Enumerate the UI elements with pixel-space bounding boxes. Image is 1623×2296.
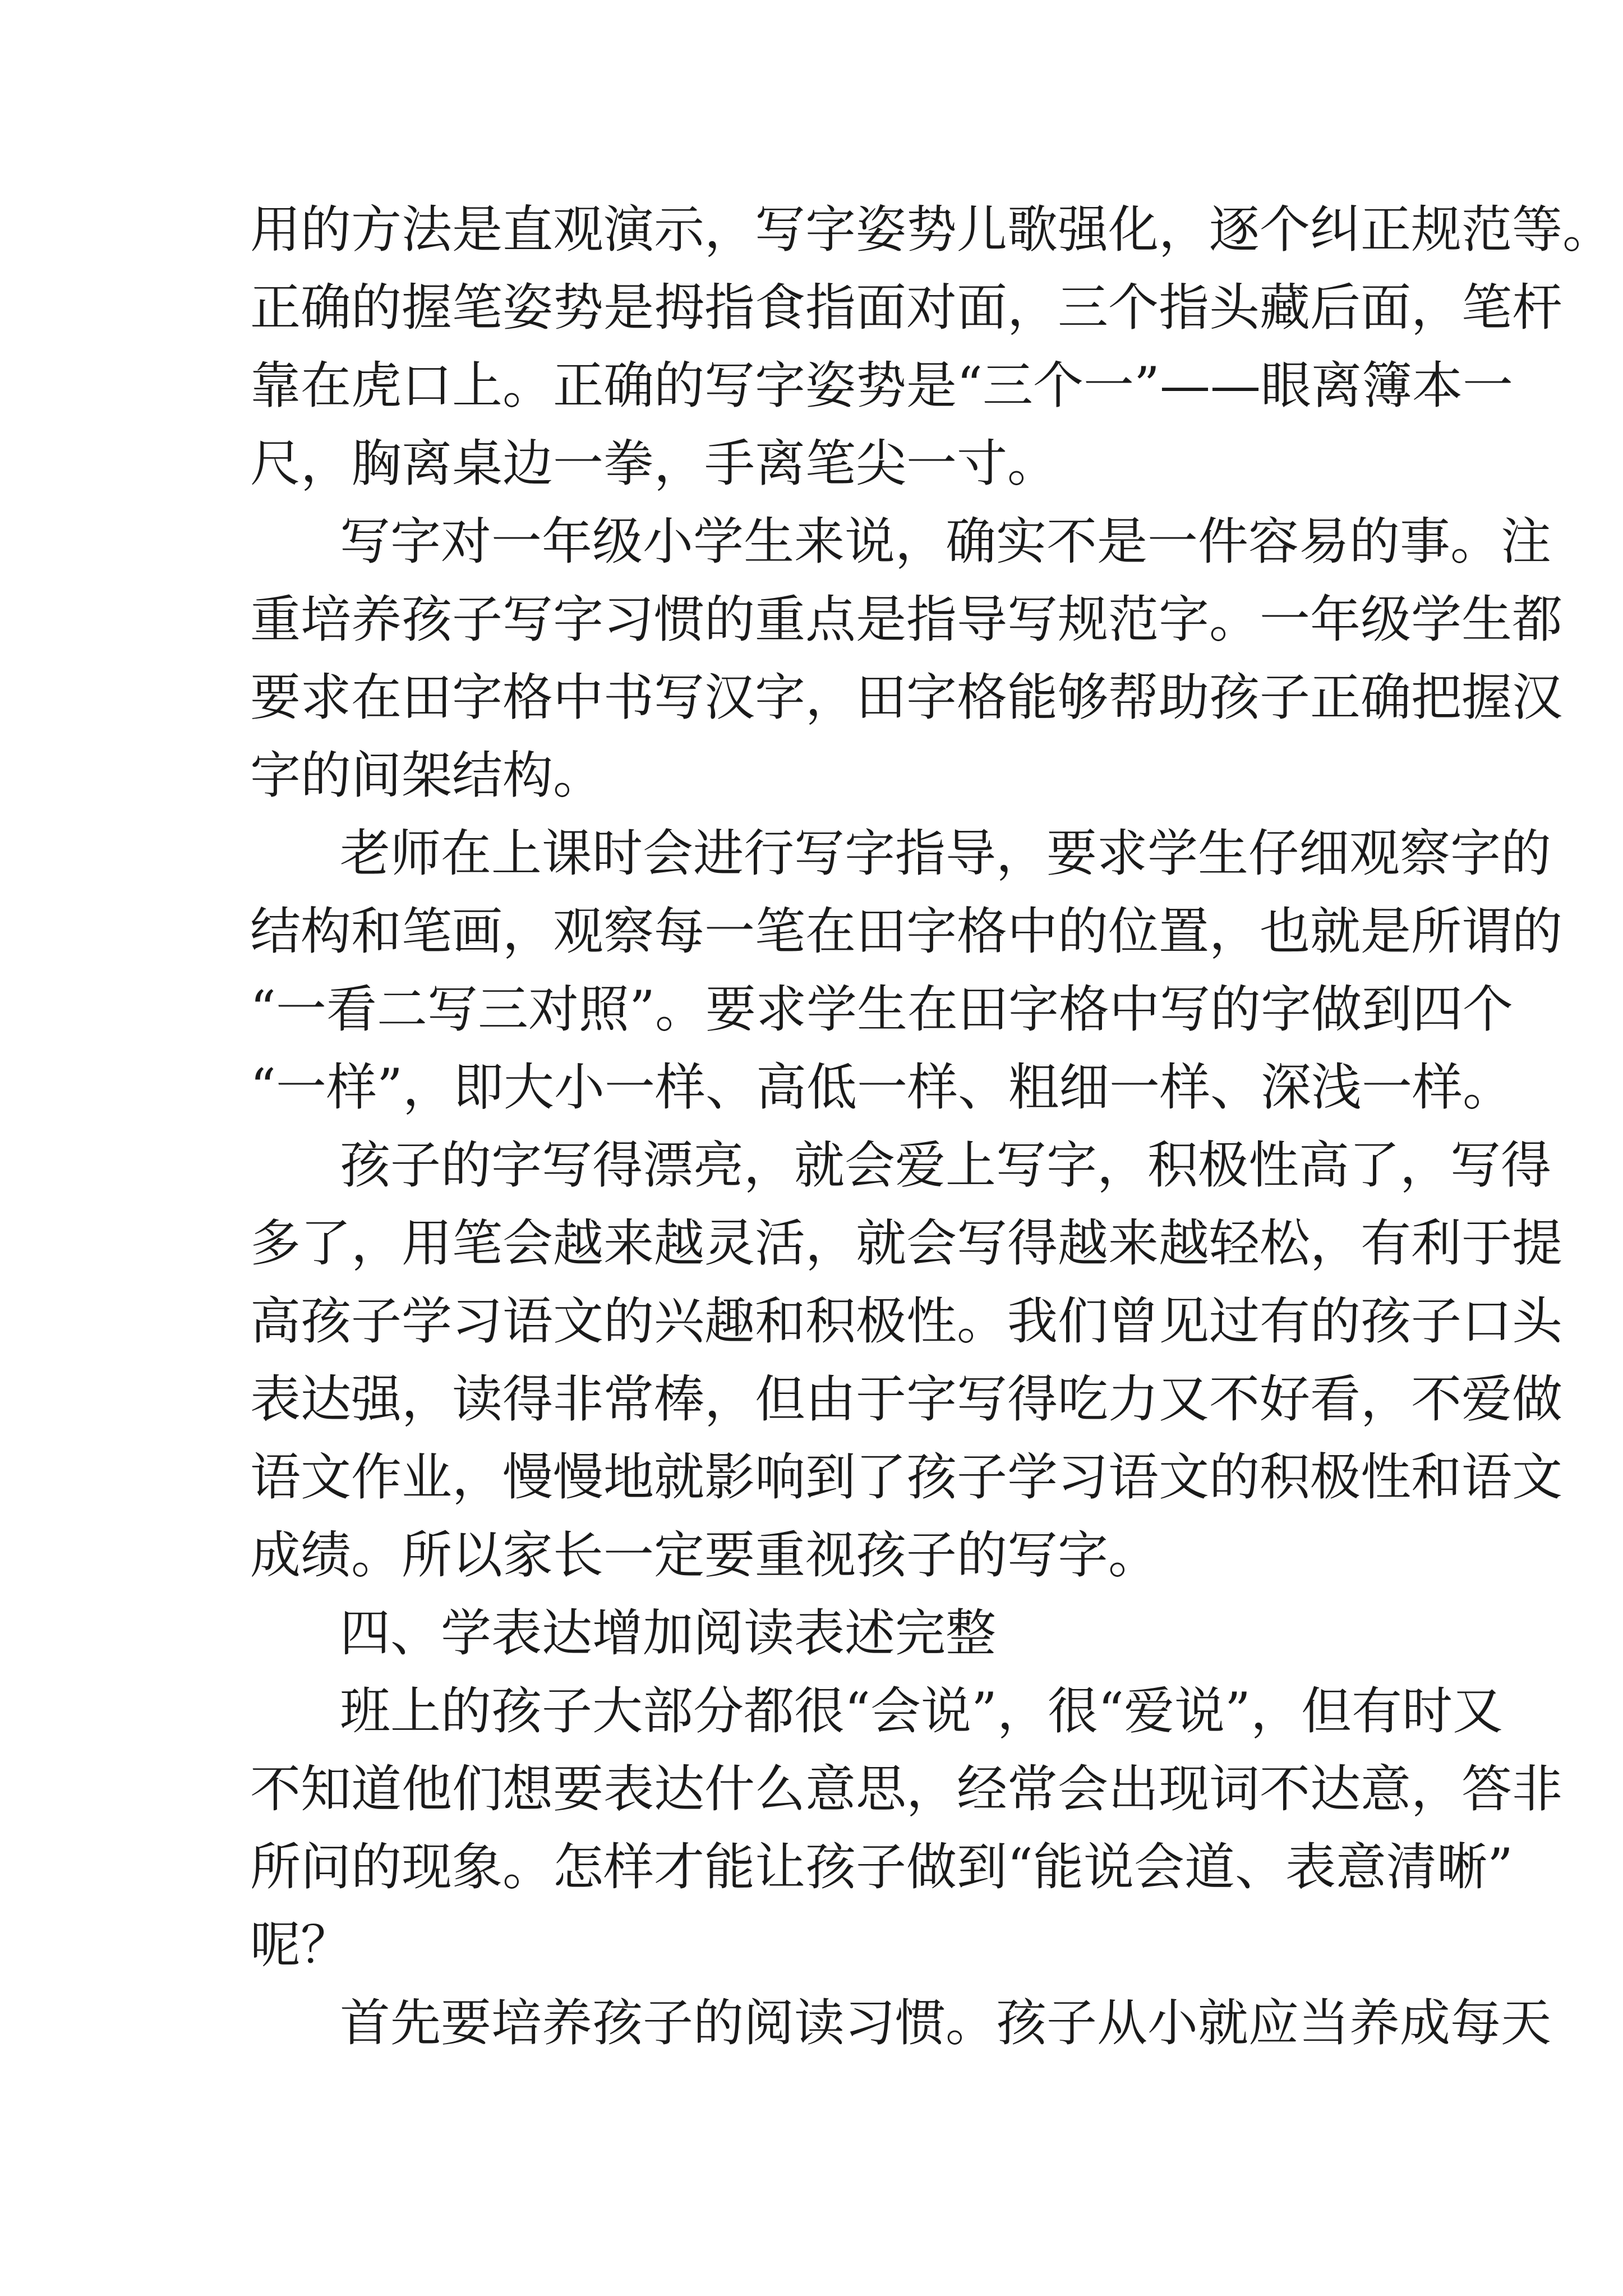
text-line: 结构和笔画，观察每一笔在田字格中的位置，也就是所谓的	[250, 902, 1562, 961]
text-line: “一样”，即大小一样、高低一样、粗细一样、深浅一样。	[250, 1058, 1514, 1117]
text-line: 尺，胸离桌边一拳，手离笔尖一寸。	[250, 434, 1058, 493]
text-line: 表达强，读得非常棒，但由于字写得吃力又不好看，不爱做	[250, 1370, 1562, 1429]
text-line: 重培养孩子写字习惯的重点是指导写规范字。一年级学生都	[250, 590, 1562, 649]
text-line: 孩子的字写得漂亮，就会爱上写字，积极性高了，写得	[340, 1136, 1551, 1195]
text-line: 成绩。所以家长一定要重视孩子的写字。	[250, 1526, 1159, 1585]
section-heading: 四、学表达增加阅读表述完整	[340, 1604, 996, 1663]
text-line: 班上的孩子大部分都很“会说”，很“爱说”，但有时又	[340, 1682, 1504, 1741]
text-line: 写字对一年级小学生来说，确实不是一件容易的事。注	[340, 512, 1551, 571]
text-line: 要求在田字格中书写汉字，田字格能够帮助孩子正确把握汉	[250, 668, 1562, 727]
text-line: 多了，用笔会越来越灵活，就会写得越来越轻松，有利于提	[250, 1214, 1562, 1273]
text-line: 高孩子学习语文的兴趣和积极性。我们曾见过有的孩子口头	[250, 1292, 1562, 1351]
body-text	[250, 191, 1613, 2062]
text-line: 字的间架结构。	[250, 746, 603, 805]
text-line: 所问的现象。怎样才能让孩子做到“能说会道、表意清晰”	[250, 1838, 1514, 1897]
text-line: “一看二写三对照”。要求学生在田字格中写的字做到四个	[250, 980, 1514, 1039]
text-line: 呢？	[250, 1916, 351, 1975]
text-line: 用的方法是直观演示，写字姿势儿歌强化，逐个纠正规范等。	[250, 200, 1613, 259]
text-line: 正确的握笔姿势是拇指食指面对面，三个指头藏后面，笔杆	[250, 278, 1562, 337]
text-line: 首先要培养孩子的阅读习惯。孩子从小就应当养成每天	[340, 1994, 1551, 2053]
text-line: 老师在上课时会进行写字指导，要求学生仔细观察字的	[340, 824, 1551, 883]
text-line: 语文作业，慢慢地就影响到了孩子学习语文的积极性和语文	[250, 1448, 1562, 1507]
text-line: 不知道他们想要表达什么意思，经常会出现词不达意，答非	[250, 1760, 1562, 1819]
text-line: 靠在虎口上。正确的写字姿势是“三个一”——眼离簿本一	[250, 356, 1514, 415]
